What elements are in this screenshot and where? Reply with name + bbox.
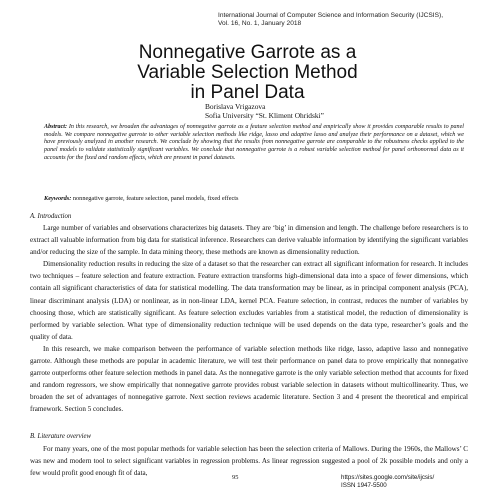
paragraph: Dimensionality reduction results in reducing the size of a dataset so that the researcher can extract all significant information for research. It includes two techniques – feature selection and feature extraction. Feature extraction transforms high-dimensional data into a space of fewer dimensions, which contain all significant characteristics of data for statistical modelling. The data transformation may be linear, as in principal component analysis (PCA), linear discriminant analysis (LDA) or nonlinear, as in non-linear LDA, kernel PCA. Feature selection, in contrast, reduces the number of variables by choosing those, which are statistically significant. As feature selection excludes variables from a statistical model, the reduction of dimensionality is performed by variable selection. What type of dimensionality reduction technique will be used depends on the data type, researcher’s goals and the quality of data. xyxy=(30,260,468,341)
section-heading-introduction: A. Introduction xyxy=(30,213,72,220)
abstract xyxy=(44,124,464,163)
page-number: 95 xyxy=(232,474,239,481)
keywords xyxy=(44,195,464,203)
paragraph: Large number of variables and observations characterizes big datasets. They are ‘big’ in dimension and length. The challenge before researchers is to extract all valuable information from big data for statistical inference. Researchers can derive valuable information by identifying the significant variables and/or reducing the size of the sample. In data mining theory, these methods are known as dimensionality reduction. xyxy=(30,224,468,257)
footer-site xyxy=(341,474,434,489)
abstract-text: In this research, we broaden the advantages of nonnegative garrote as a feature selection method and empirically show it provides comparable results to panel models. We compare nonnegative garrote to other variable selection methods like ridge, lasso and adaptive lasso and analyze their performance on a dataset, which we have previously analyzed in another research. We conclude by showing that the results from nonnegative garrote are comparable to the robustness checks applied to the panel models to validate statistically significant variables. We conclude that nonnegative garrote is a robust variable selection method for panel orthonormal data as it accounts for the fixed and random effects, which are present in panel datasets. xyxy=(44,124,464,161)
title-line-1: Nonnegative Garrote as a xyxy=(138,42,357,63)
author-block xyxy=(205,103,405,120)
paragraph: In this research, we make comparison between the performance of variable selection methods like ridge, lasso, adaptive lasso and nonnegative garrote. Although these methods are popular in academic literature, we will test their performance on panel data to prove empirically that nonnegative garrote outperforms other feature selection methods in panel data. As the nonnegative garrote is the only variable selection method that accounts for fixed and random regressors, we show empirically that nonnegative garrote provides robust variable selection in datasets without multicollinearity. Thus, we broaden the set of advantages of nonnegative garrote. Next section reviews academic literature. Section 3 and 4 present the theoretical and empirical framework. Section 5 concludes. xyxy=(30,344,468,414)
footer-issn: ISSN 1947-5500 xyxy=(341,481,387,489)
keywords-text: nonnegative garrote, feature selection, panel models, fixed effects xyxy=(71,195,239,202)
author-name: Borislava Vrigazova xyxy=(205,102,266,111)
footer-url[interactable]: https://sites.google.com/site/ijcsis/ xyxy=(341,474,435,481)
abstract-label: Abstract: xyxy=(44,124,68,130)
section-heading-literature: B. Literature overview xyxy=(30,433,92,440)
introduction-body xyxy=(30,222,468,416)
journal-name: International Journal of Computer Science and Information Security (IJCSIS), xyxy=(218,12,444,19)
title-line-2: Variable Selection Method xyxy=(137,62,358,83)
journal-volume: Vol. 16, No. 1, January 2018 xyxy=(218,20,302,27)
title-line-3: in Panel Data xyxy=(190,82,305,103)
author-affiliation: Sofia University “St. Kliment Ohridski” xyxy=(205,110,324,120)
journal-header xyxy=(218,12,488,28)
paragraph: For many years, one of the most popular methods for variable selection has been the selection criteria of Mallows. During the 1960s, the Mallows’ C was new and modern tool to select significant variables in regression problems. As linear regression suggested a pool of 2k possible models and only a few would profit good enough fit of data, xyxy=(30,445,468,478)
paper-title xyxy=(70,43,425,103)
keywords-label: Keywords: xyxy=(44,195,72,202)
